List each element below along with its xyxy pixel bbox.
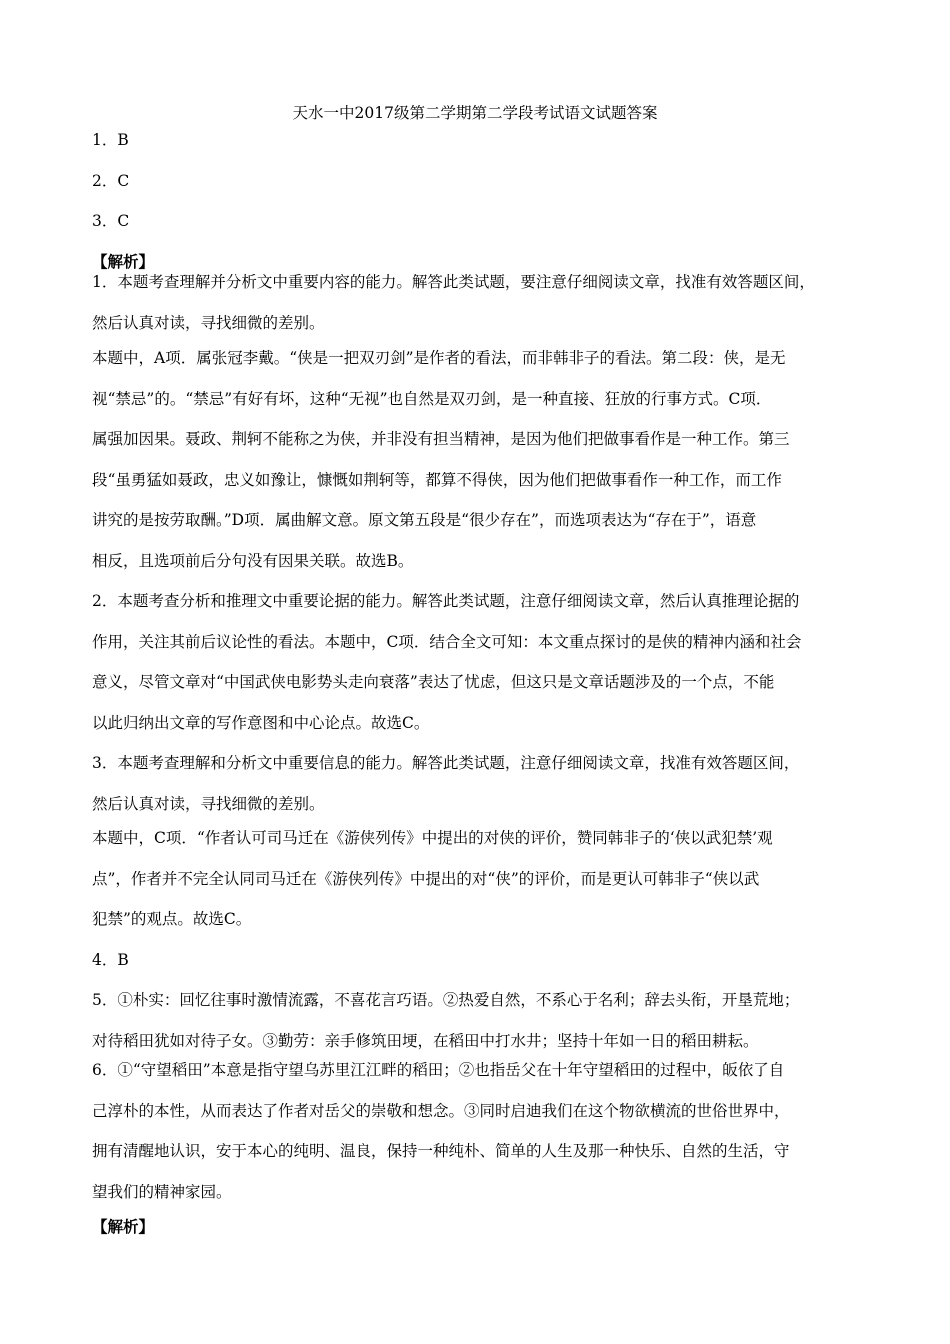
answer-6-line: 己淳朴的本性，从而表达了作者对岳父的崇敬和想念。③同时启迪我们在这个物欲横流的世俗世界中，	[92, 1101, 790, 1120]
analysis-heading-2-block	[92, 1216, 862, 1238]
q2-line: 以此归纳出文章的写作意图和中心论点。故选C。	[92, 713, 430, 732]
analysis-heading: 【解析】	[92, 251, 155, 271]
analysis-heading-2: 【解析】	[92, 1217, 155, 1236]
answer-3: 3．C	[92, 212, 130, 230]
q3-line: 3．本题考查理解和分析文中重要信息的能力。解答此类试题，注意仔细阅读文章，找准有效答题区间，	[92, 754, 800, 772]
q3-detail-line: 本题中，C项．“作者认可司马迁在《游侠列传》中提出的对侠的评价，赞同韩非子的‘侠以武犯禁’观	[92, 829, 773, 847]
q1-detail-line: 段“虽勇猛如聂政，忠义如豫让，慷慨如荆轲等，都算不得侠，因为他们把做事看作一种工作，而工作	[92, 470, 782, 489]
answer-6	[92, 1059, 862, 1203]
q1-detail-line: 本题中，A项．属张冠李戴。“侠是一把双刃剑”是作者的看法，而非韩非子的看法。第二段：侠，是无	[92, 349, 786, 367]
q2-line: 意义，尽管文章对“中国武侠电影势头走向衰落”表达了忧虑，但这只是文章话题涉及的一个点，不能	[92, 673, 775, 691]
q1-detail-line: 讲究的是按劳取酬。”D项．属曲解文意。原文第五段是“很少存在”，而选项表达为“存在于”，语意	[92, 511, 757, 529]
q1-detail-line: 属强加因果。聂政、荆轲不能称之为侠，并非没有担当精神，是因为他们把做事看作是一种工作。第三	[92, 430, 790, 448]
q3-line: 然后认真对读，寻找细微的差别。	[92, 794, 325, 813]
q3-detail-line: 点”，作者并不完全认同司马迁在《游侠列传》中提出的对“侠”的评价，而是更认可韩非子“侠以武	[92, 869, 760, 888]
answer-5-line: 对待稻田犹如对待子女。③勤劳：亲手修筑田埂，在稻田中打水井；坚持十年如一日的稻田耕耘。	[92, 1031, 759, 1050]
q2-line: 2．本题考查分析和推理文中重要论据的能力。解答此类试题，注意仔细阅读文章，然后认真推理论据的	[92, 592, 800, 610]
document-title: 天水一中2017级第二学期第二学段考试语文试题答案	[292, 104, 658, 122]
q1-analysis	[92, 271, 862, 334]
q1-detail-line: 相反，且选项前后分句没有因果关联。故选B。	[92, 551, 414, 570]
q1-line: 1．本题考查理解并分析文中重要内容的能力。解答此类试题，要注意仔细阅读文章，找准有效答题区间，	[92, 273, 815, 291]
answer-5-line: 5．①朴实：回忆往事时激情流露，不喜花言巧语。②热爱自然，不系心于名利；辞去头衔，开垦荒地；	[92, 991, 800, 1009]
q1-line: 然后认真对读，寻找细微的差别。	[92, 313, 325, 332]
q3-detail	[92, 827, 862, 1052]
answer-6-line: 6．①“守望稻田”本意是指守望乌苏里江江畔的稻田；②也指岳父在十年守望稻田的过程中，皈依了自	[92, 1061, 785, 1079]
answer-2: 2．C	[92, 171, 130, 190]
q1-detail-line: 视“禁忌”的。“禁忌”有好有坏，这种“无视”也自然是双刃剑，是一种直接、狂放的行事方式。C项．	[92, 389, 772, 408]
q1-detail	[92, 347, 862, 815]
answer-6-line: 拥有清醒地认识，安于本心的纯明、温良，保持一种纯朴、简单的人生及那一种快乐、自然的生活，守	[92, 1142, 790, 1160]
q3-detail-line: 犯禁”的观点。故选C。	[92, 910, 252, 928]
answer-6-line: 望我们的精神家园。	[92, 1182, 232, 1201]
answer-4: 4．B	[92, 950, 129, 969]
q2-line: 作用，关注其前后议论性的看法。本题中，C项．结合全文可知：本文重点探讨的是侠的精神内涵和社会	[92, 632, 802, 651]
answer-list	[92, 129, 862, 273]
answer-1: 1．B	[92, 131, 129, 149]
